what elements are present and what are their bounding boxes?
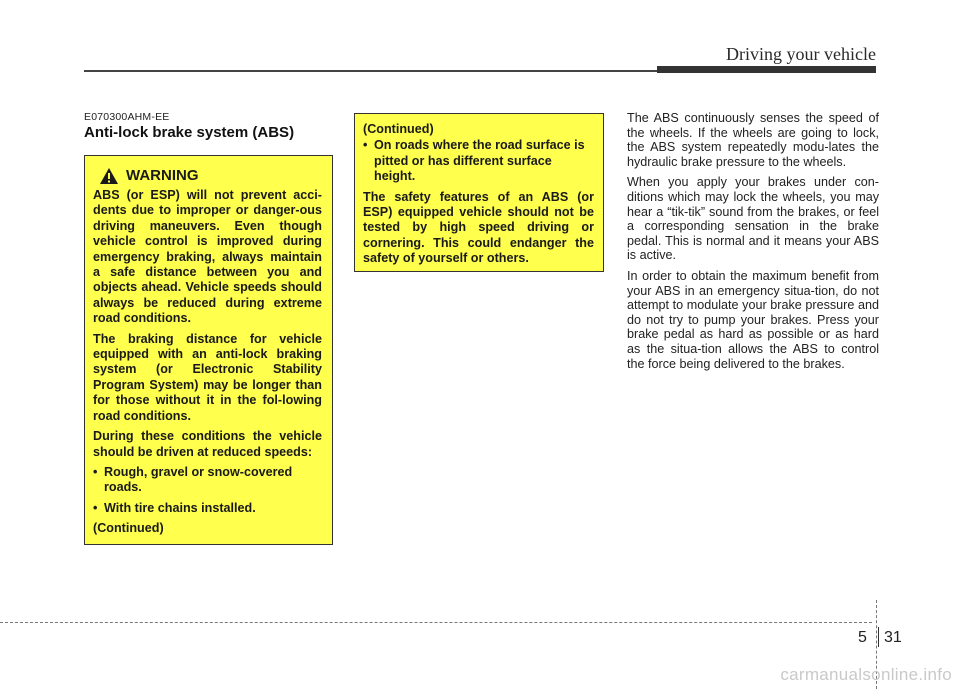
continued-warning-box <box>354 113 604 272</box>
header-rule <box>84 70 657 72</box>
body-paragraph: When you apply your brakes under con-ditions which may lock the wheels, you may hear a “tik-tik” sound from the brakes, or feel a corresponding sensation in the brake pedal. This is normal and it means your ABS is active. <box>627 175 879 263</box>
warning-paragraph: The braking distance for vehicle equipped with an anti-lock braking system (or Electronic Stability Program System) may be longer than for those without it in the fol-lowing road conditions. <box>93 331 322 423</box>
continued-label: (Continued) <box>363 122 434 136</box>
chapter-number: 5 <box>858 629 867 646</box>
section-code: E070300AHM-EE <box>84 111 170 123</box>
warning-box <box>84 155 333 545</box>
continued-note: (Continued) <box>93 521 164 536</box>
warning-label: WARNING <box>126 167 199 185</box>
warning-triangle-icon <box>99 167 119 185</box>
warning-bullet: • With tire chains installed. <box>93 500 256 515</box>
header-title: Driving your vehicle <box>726 44 876 64</box>
warning-paragraph: ABS (or ESP) will not prevent acci-dents due to improper or danger-ous driving maneuvers. Even though vehicle control is improved during emergency braking, always maintain a safe distance between you and objects ahead. Vehicle speeds should always be reduced during extreme road conditions. <box>93 188 322 326</box>
warning-paragraph: During these conditions the vehicle should be driven at reduced speeds: <box>93 429 322 459</box>
warning-heading <box>99 167 322 185</box>
continued-bullet: • On roads where the road surface is pitted or has different surface height. <box>363 138 585 184</box>
section-title: Anti-lock brake system (ABS) <box>84 124 295 141</box>
continued-paragraph: The safety features of an ABS (or ESP) equipped vehicle should not be tested by high speed driving or cornering. This could endanger the safety of yourself or others. <box>363 189 594 266</box>
page-number: 31 <box>884 629 902 646</box>
watermark: carmanualsonline.info <box>780 665 952 684</box>
page-divider <box>878 627 879 647</box>
header-bar <box>657 66 876 73</box>
body-paragraph: In order to obtain the maximum benefit from your ABS in an emergency situa-tion, do not attempt to modulate your brake pressure and do not try to pump your brakes. Press your brake pedal as hard as possible or as hard as the situa-tion allows the ABS to control the force being delivered to the brakes. <box>627 268 879 371</box>
footer-rule <box>0 622 872 623</box>
body-paragraph: The ABS continuously senses the speed of the wheels. If the wheels are going to lock, the ABS system repeatedly modu-lates the hydraulic brake pressure to the wheels. <box>627 111 879 169</box>
warning-bullet: • Rough, gravel or snow-covered roads. <box>93 464 293 495</box>
body-text-column <box>627 111 879 377</box>
